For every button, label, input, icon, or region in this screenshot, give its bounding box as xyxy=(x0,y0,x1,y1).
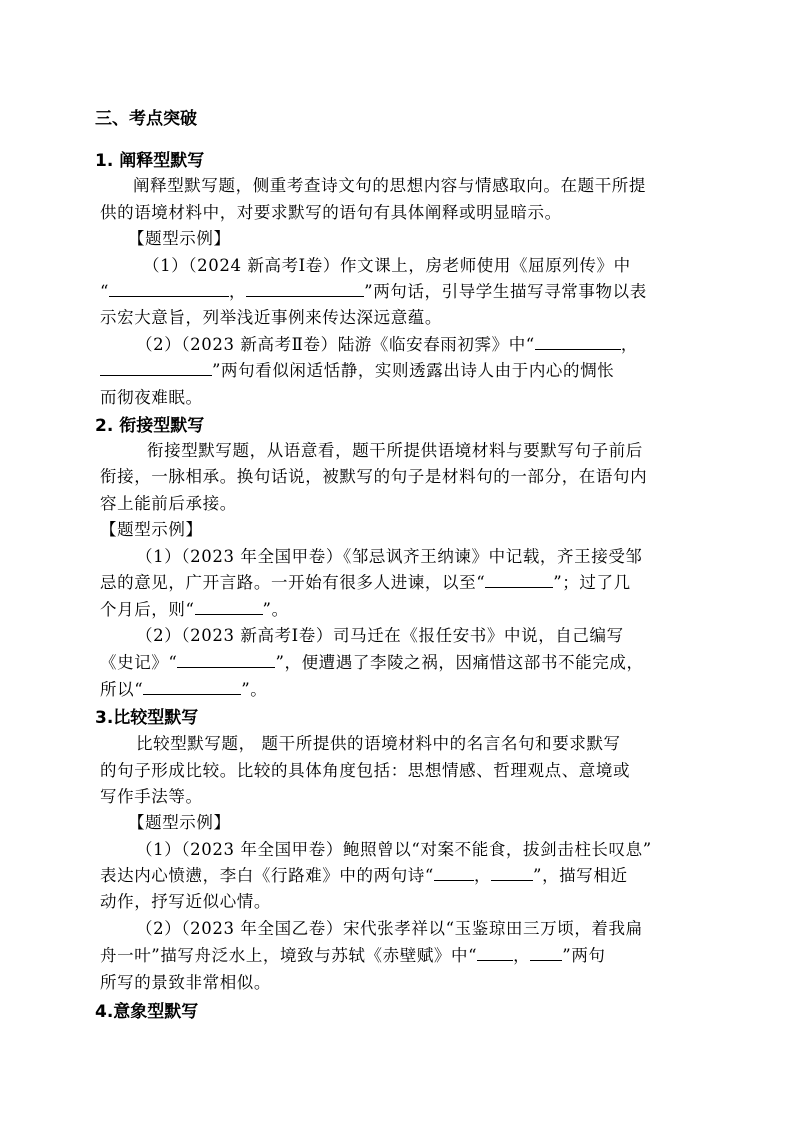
answer-blank[interactable] xyxy=(100,360,212,376)
section-1-example-1-line-1: （1）（2024 新高考Ⅰ卷）作文课上，房老师使用《屈原列传》中 xyxy=(143,256,631,275)
text-segment: ”，描写相近 xyxy=(533,866,628,885)
text-segment: 忌的意见，广开言路。一开始有很多人进谏，以至“ xyxy=(100,573,486,592)
comma: ， xyxy=(620,335,638,354)
section-1-example-2-line-3: 而彻夜难眠。 xyxy=(100,388,203,407)
answer-blank[interactable] xyxy=(491,865,533,881)
answer-blank[interactable] xyxy=(477,945,513,961)
text-segment: ”，便遭遇了李陵之祸，因痛惜这部书不能完成， xyxy=(275,653,644,672)
answer-blank[interactable] xyxy=(485,572,553,588)
section-title: 三、考点突破 xyxy=(95,109,197,129)
section-1-heading: 1. 阐释型默写 xyxy=(95,151,205,171)
section-2-example-2-line-1: （2）（2023 新高考Ⅰ卷）司马迁在《报任安书》中说，自己编写 xyxy=(136,626,624,645)
answer-blank[interactable] xyxy=(195,599,263,615)
section-1-intro-line-1: 阐释型默写题，侧重考查诗文句的思想内容与情感取向。在题干所提 xyxy=(133,176,646,195)
text-segment: 所以“ xyxy=(100,680,144,699)
answer-blank[interactable] xyxy=(434,865,474,881)
section-3-example-2-line-2 xyxy=(100,942,606,966)
section-1-example-label: 【题型示例】 xyxy=(128,229,231,248)
section-3-example-1-line-1: （1）（2023 年全国甲卷）鲍照曾以“对案不能食，拔剑击柱长叹息” xyxy=(136,840,652,859)
section-3-example-2-line-3: 所写的景致非常相似。 xyxy=(100,973,271,992)
section-1-example-1-line-2 xyxy=(100,278,647,302)
text-segment: ”两句看似闲适恬静，实则透露出诗人由于内心的惆怅 xyxy=(212,361,615,380)
section-1-intro-line-2: 供的语境材料中，对要求默写的语句有具体阐释或明显暗示。 xyxy=(100,203,562,222)
text-segment: 舟一叶”描写舟泛水上，境致与苏轼《赤壁赋》中“ xyxy=(100,946,478,965)
section-4-heading: 4.意象型默写 xyxy=(95,1002,199,1022)
comma: ， xyxy=(513,946,531,965)
section-2-example-1-line-1: （1）（2023 年全国甲卷）《邹忌讽齐王纳谏》中记载，齐王接受邹 xyxy=(136,547,643,566)
section-1-example-2-line-1 xyxy=(136,331,638,355)
section-3-intro-line-1: 比较型默写题， 题干所提供的语境材料中的名言名句和要求默写 xyxy=(136,734,621,753)
text-segment: ”；过了几 xyxy=(553,573,631,592)
answer-blank[interactable] xyxy=(109,281,229,297)
text-segment: ”两句 xyxy=(562,946,606,965)
answer-blank[interactable] xyxy=(246,281,364,297)
section-2-example-label: 【题型示例】 xyxy=(100,520,203,539)
text-segment: （2）（2023 新高考Ⅱ卷）陆游《临安春雨初霁》中“ xyxy=(136,335,535,354)
text-segment: ”两句话，引导学生描写寻常事物以表 xyxy=(364,282,647,301)
text-segment: 个月后，则“ xyxy=(100,600,195,619)
text-segment: ”。 xyxy=(262,600,289,619)
section-3-example-1-line-2 xyxy=(100,862,628,886)
section-3-heading: 3.比较型默写 xyxy=(95,708,199,728)
section-2-intro-line-1: 衔接型默写题，从语意看，题干所提供语境材料与要默写句子前后 xyxy=(147,441,643,460)
section-2-example-2-line-2 xyxy=(100,649,644,673)
text-segment: ”。 xyxy=(241,680,268,699)
comma: ， xyxy=(473,866,492,885)
section-3-example-1-line-3: 动作，抒写近似心情。 xyxy=(100,892,271,911)
section-2-example-2-line-3 xyxy=(100,676,267,700)
answer-blank[interactable] xyxy=(530,945,562,961)
section-2-example-1-line-2 xyxy=(100,569,631,593)
section-1-example-1-line-3: 示宏大意旨，列举浅近事例来传达深远意蕴。 xyxy=(100,308,442,327)
section-2-intro-line-2: 衔接，一脉相承。换句话说，被默写的句子是材料句的一部分，在语句内 xyxy=(100,467,648,486)
section-2-intro-line-3: 容上能前后承接。 xyxy=(100,494,237,513)
answer-blank[interactable] xyxy=(143,679,241,695)
section-3-example-2-line-1: （2）（2023 年全国乙卷）宋代张孝祥以“玉鉴琼田三万顷，着我扁 xyxy=(136,919,643,938)
quote-open: “ xyxy=(100,282,110,301)
section-1-example-2-line-2 xyxy=(100,357,614,381)
comma: ， xyxy=(229,282,247,301)
section-3-intro-line-3: 写作手法等。 xyxy=(100,787,203,806)
section-3-example-label: 【题型示例】 xyxy=(128,813,231,832)
answer-blank[interactable] xyxy=(535,334,621,350)
section-3-intro-line-2: 的句子形成比较。比较的具体角度包括：思想情感、哲理观点、意境或 xyxy=(100,761,631,780)
text-segment: 《史记》“ xyxy=(100,653,178,672)
answer-blank[interactable] xyxy=(177,652,275,668)
text-segment: 表达内心愤懑，李白《行路难》中的两句诗“ xyxy=(100,866,434,885)
section-2-example-1-line-3 xyxy=(100,596,289,620)
section-2-heading: 2. 衔接型默写 xyxy=(95,416,205,436)
